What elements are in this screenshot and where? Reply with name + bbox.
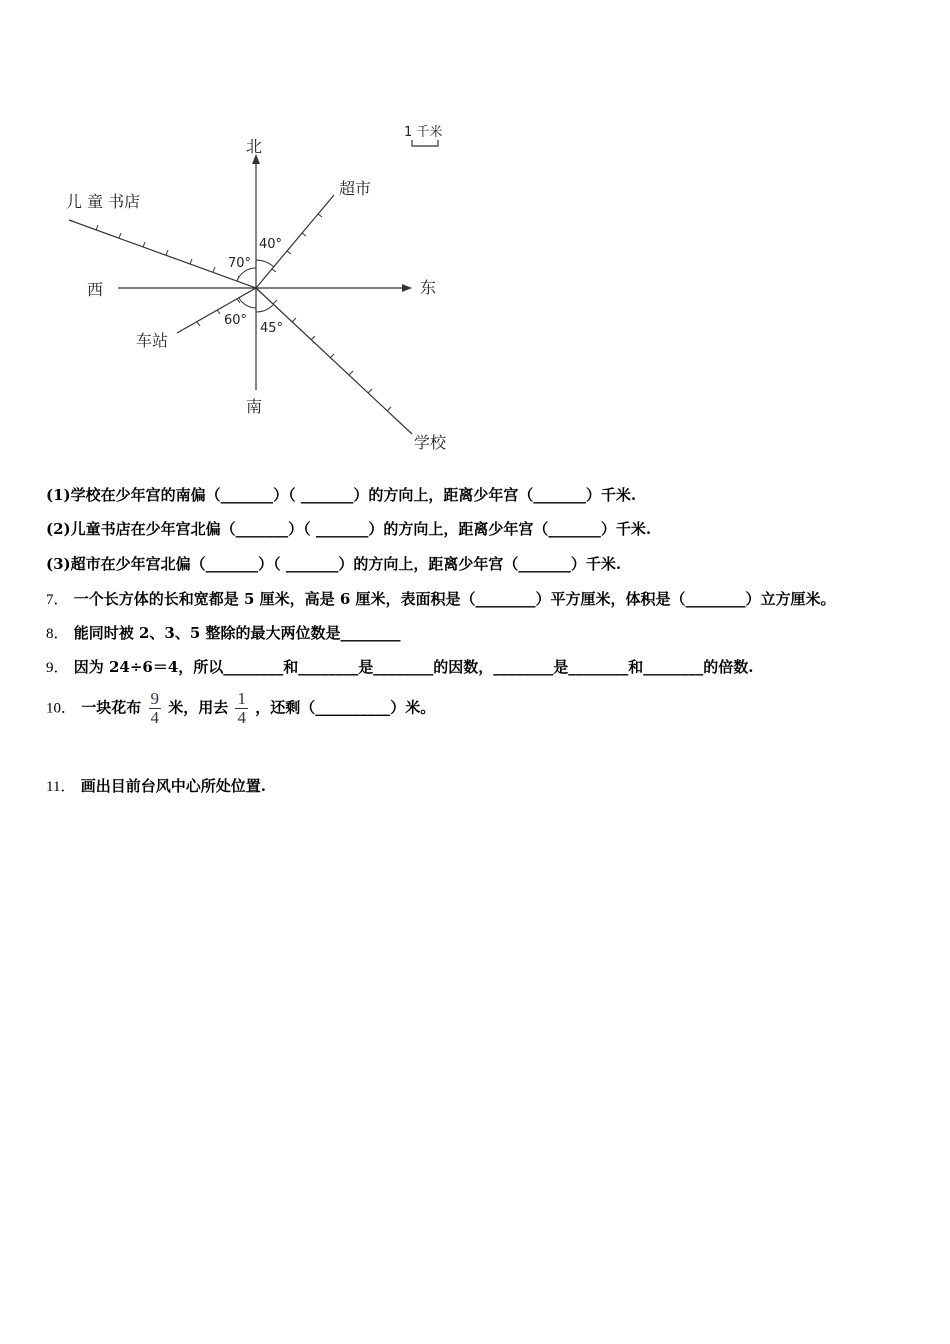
label-north: 北 — [246, 137, 263, 156]
label-west: 西 — [87, 280, 104, 299]
question-7 — [46, 588, 836, 609]
fraction-denominator: 4 — [237, 707, 246, 727]
label-bookstore: 儿 童 书店 — [66, 192, 141, 211]
question-text-2: 米，用去 — [168, 698, 229, 717]
question-11 — [46, 775, 266, 796]
ticks-school — [273, 300, 391, 411]
direction-diagram — [40, 110, 460, 460]
label-east: 东 — [420, 278, 437, 297]
fraction-denominator: 4 — [150, 707, 159, 727]
question-text: 画出目前台风中心所处位置. — [80, 777, 266, 795]
fraction-one-fourth — [235, 690, 248, 727]
ray-school — [256, 288, 412, 434]
question-text: 一个长方体的长和宽都是 5 厘米，高是 6 厘米，表面积是（________）平方厘米，体积是（________）立方厘米。 — [73, 590, 836, 608]
question-number: 7． — [46, 592, 69, 608]
question-6-part-3: (3)超市在少年宫北偏（_______）（ _______）的方向上，距离少年宫（_______）千米. — [46, 555, 622, 573]
question-8 — [46, 622, 401, 643]
fraction-numerator: 9 — [150, 689, 159, 708]
label-south: 南 — [246, 397, 263, 416]
scale-label: 1 千米 — [404, 125, 443, 140]
question-text: 因为 24÷6＝4，所以________和________是________的因数，________是________和________的倍数. — [73, 658, 754, 676]
angle-label-45: 45° — [260, 321, 284, 336]
fraction-numerator: 1 — [237, 689, 246, 708]
fraction-nine-fourths — [149, 690, 162, 727]
question-number: 10． — [46, 700, 77, 717]
question-number: 9． — [46, 660, 69, 676]
ticks-bookstore — [96, 225, 239, 281]
arc-40 — [256, 260, 274, 267]
arc-60 — [239, 298, 256, 308]
angle-label-60: 60° — [224, 313, 248, 328]
east-arrowhead — [402, 284, 412, 292]
angle-label-40: 40° — [259, 237, 283, 252]
question-6-part-2: (2)儿童书店在少年宫北偏（_______）（ _______）的方向上，距离少年宫（_______）千米. — [46, 520, 652, 538]
label-station: 车站 — [136, 331, 169, 350]
ray-bookstore — [69, 220, 256, 288]
scale-bar — [412, 140, 438, 146]
question-number: 11． — [46, 779, 76, 795]
question-text-3: ，还剩（__________）米。 — [255, 698, 436, 717]
question-number: 8． — [46, 626, 69, 642]
question-text-1: 一块花布 — [81, 698, 142, 717]
question-9 — [46, 656, 754, 677]
label-supermarket: 超市 — [339, 179, 372, 198]
angle-label-70: 70° — [228, 256, 252, 271]
arc-45 — [256, 305, 273, 312]
question-6-part-1: (1)学校在少年宫的南偏（_______）（ _______）的方向上，距离少年宫（_______）千米. — [46, 486, 637, 504]
label-school: 学校 — [414, 433, 447, 452]
question-10 — [46, 690, 435, 727]
question-text: 能同时被 2、3、5 整除的最大两位数是________ — [73, 624, 401, 642]
